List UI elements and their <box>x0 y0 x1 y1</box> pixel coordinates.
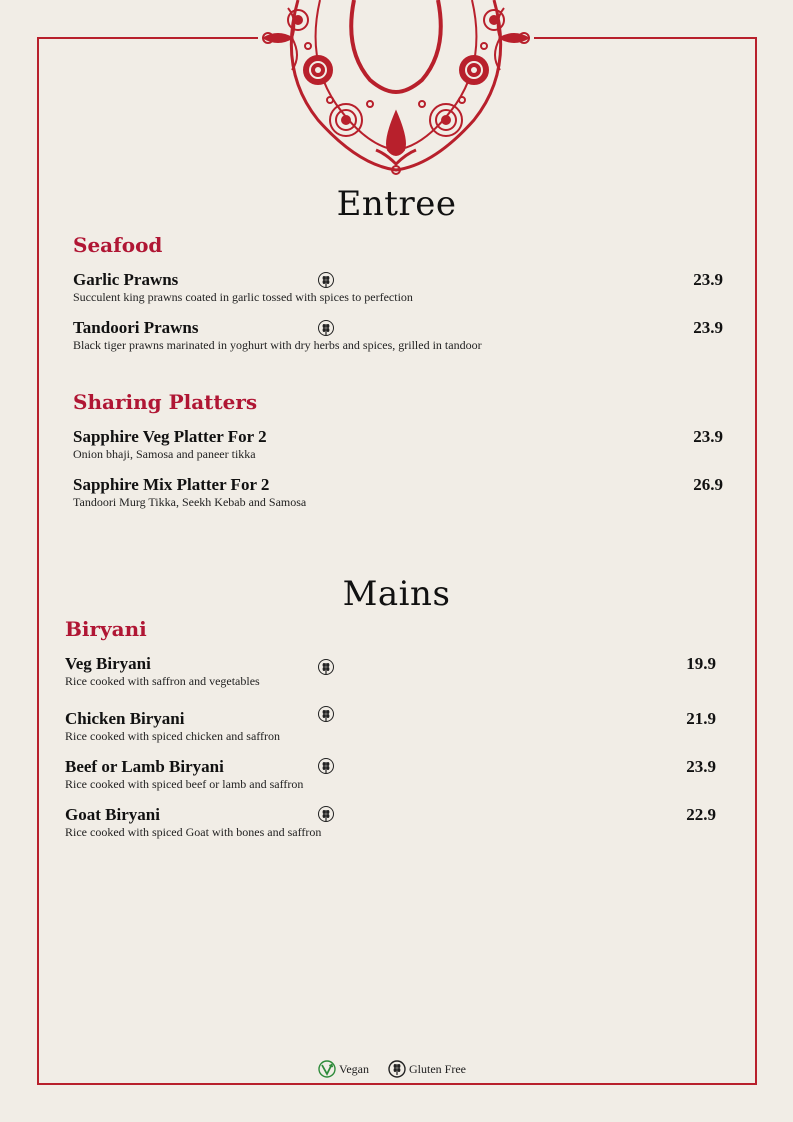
item-name: Goat Biryani <box>65 805 160 824</box>
item-price: 23.9 <box>693 427 723 446</box>
item-name: Sapphire Mix Platter For 2 <box>73 475 270 494</box>
item-price: 23.9 <box>693 270 723 289</box>
dietary-legend <box>0 1060 793 1080</box>
item-description: Rice cooked with saffron and vegetables <box>65 674 260 688</box>
vegan-leaf-icon <box>318 1060 336 1082</box>
item-description: Black tiger prawns marinated in yoghurt with dry herbs and spices, grilled in tandoor <box>73 338 482 352</box>
item-description: Rice cooked with spiced Goat with bones and saffron <box>65 825 322 839</box>
gluten-free-icon <box>318 272 334 288</box>
category-seafood: Seafood <box>73 233 163 257</box>
item-price: 23.9 <box>693 318 723 337</box>
item-description: Succulent king prawns coated in garlic tossed with spices to perfection <box>73 290 413 304</box>
item-name: Garlic Prawns <box>73 270 179 289</box>
item-name: Chicken Biryani <box>65 709 185 728</box>
item-price: 26.9 <box>693 475 723 494</box>
section-title-mains: Mains <box>342 574 451 614</box>
item-description: Onion bhaji, Samosa and paneer tikka <box>73 447 256 461</box>
item-name: Veg Biryani <box>65 654 151 673</box>
item-price: 21.9 <box>686 709 716 728</box>
legend-gluten-free-icon <box>388 1060 406 1082</box>
section-title-entree: Entree <box>336 184 457 224</box>
gluten-free-icon <box>318 806 334 822</box>
item-name: Beef or Lamb Biryani <box>65 757 224 776</box>
item-price: 23.9 <box>686 757 716 776</box>
item-price: 19.9 <box>686 654 716 673</box>
item-name: Sapphire Veg Platter For 2 <box>73 427 267 446</box>
item-description: Tandoori Murg Tikka, Seekh Kebab and Samosa <box>73 495 307 509</box>
gluten-free-icon <box>318 320 334 336</box>
category-biryani: Biryani <box>65 617 147 641</box>
legend-gluten-free-label: Gluten Free <box>409 1062 466 1076</box>
item-description: Rice cooked with spiced chicken and saffron <box>65 729 281 743</box>
category-sharing-platters: Sharing Platters <box>73 390 258 414</box>
paisley-ornament-icon <box>258 0 534 178</box>
item-description: Rice cooked with spiced beef or lamb and saffron <box>65 777 304 791</box>
item-price: 22.9 <box>686 805 716 824</box>
legend-vegan-label: Vegan <box>339 1062 369 1076</box>
item-name: Tandoori Prawns <box>73 318 199 337</box>
gluten-free-icon <box>318 706 334 722</box>
gluten-free-icon <box>318 659 334 675</box>
gluten-free-icon <box>318 758 334 774</box>
